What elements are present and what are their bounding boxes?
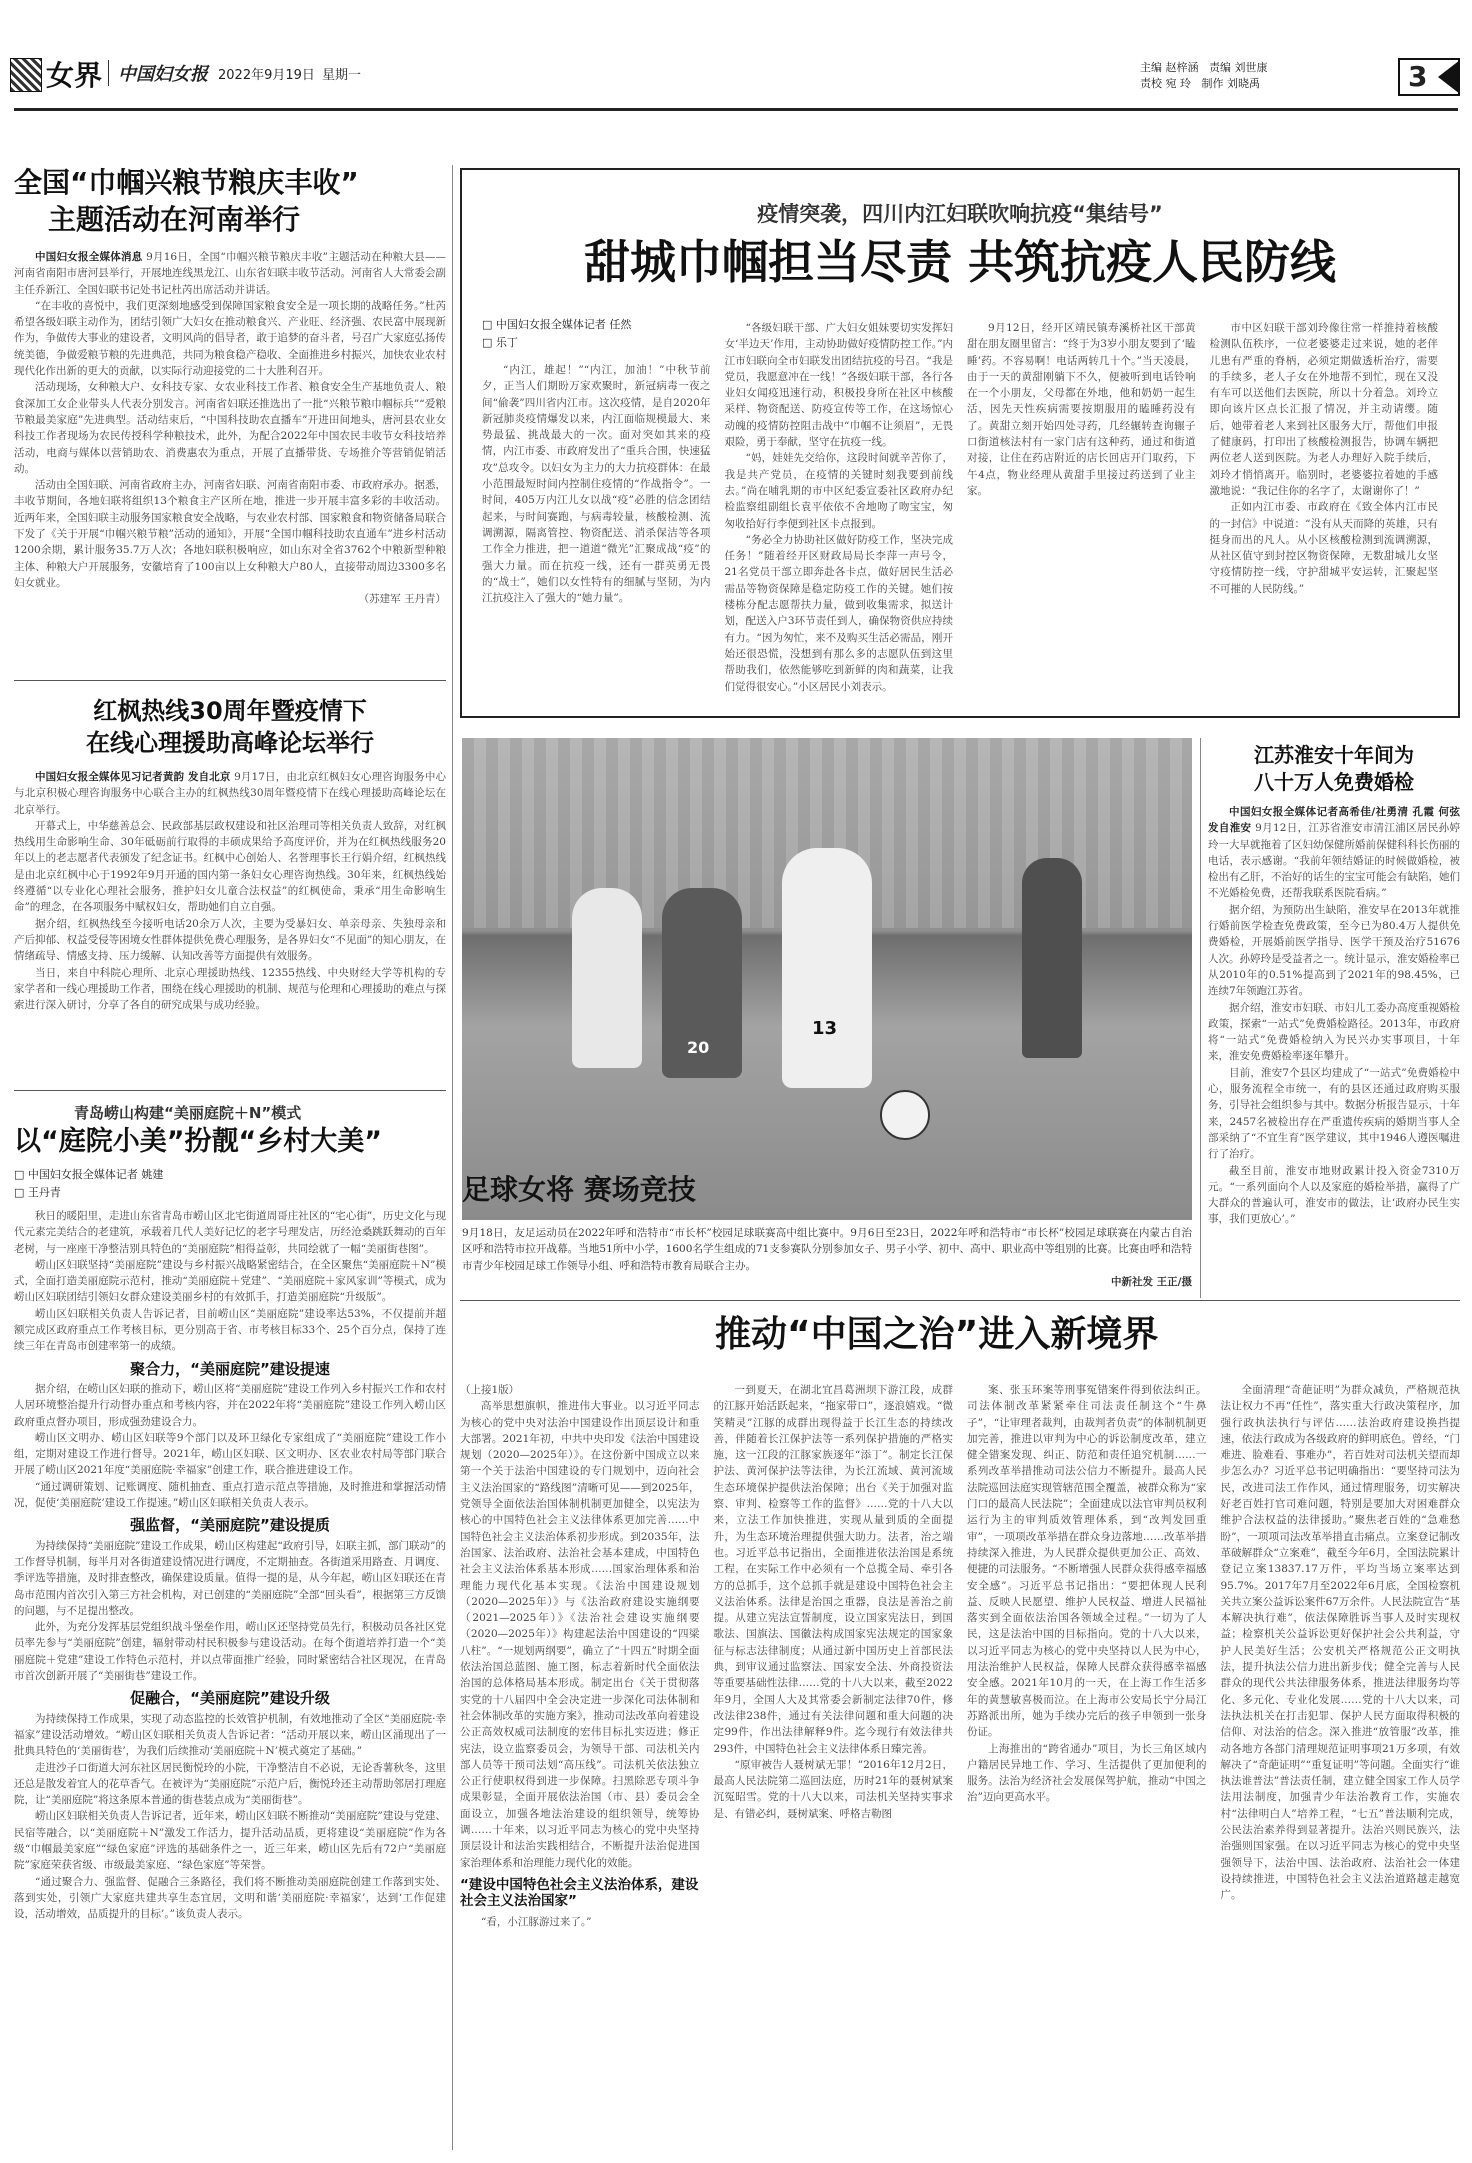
paper-name: 中国妇女报 <box>118 64 208 85</box>
article-dateline: 中国妇女报全媒体见习记者黄韵 发自北京 <box>35 771 231 783</box>
article-title-line2: 在线心理援助高峰论坛举行 <box>86 729 374 757</box>
article-title: 以“庭院小美”扮靓“乡村大美” <box>14 1126 382 1157</box>
continued-from: （上接1版） <box>460 1384 520 1396</box>
column-divider <box>1200 738 1201 1298</box>
issue-date: 2022年9月19日 <box>218 68 315 83</box>
article-title: 江苏淮安十年间为 <box>1254 743 1414 767</box>
feature-byline: □ 中国妇女报全媒体记者 任然 □ 乐丁 <box>482 318 632 349</box>
article-body: （上接1版） 高举思想旗帜，推进伟大事业。以习近平同志为核心的党中央对法治中国建设作出顶层设计和重大部署。2021年初，中共中央印发《法治中国建设规划（2020—2025年）》。在这份新中国成立以来第一个关于法治中国建设的专门规划中，迈向社会主义法治国家的“路线图”清晰可见——到2025年，党领导全面依法治国体制机制更加健全，以宪法为核心的中国特色社会主义法律体系更加完善……中国特色社会主义法治体系初步形成。到2035年，法治国家、法治政府、法治社会基本建成，中国特色社会主义法治体系基本形成……国家治理体系和治理能力现代化基本实现。《法治中国建设规划（2020—2025年）》与《法治政府建设实施纲要（2021—2025年）》《法治社会建设实施纲要（2020—2025年）》构建起法治中国建设的“四梁八柱”。“一规划两纲要”，确立了“十四五”时期全面依法治国总蓝图、施工图，标志着新时代全面依法治国的总体格局基本形成。制定出台《关于贯彻落实党的十八届四中全会决定进一步深化司法体制和社会体制改革的实施方案》，推动司法改革向着建设公正高效权威司法制度的宏伟目标扎实迈进；修正宪法，设立监察委员会，为领导干部、司法机关内部人员等干预司法划“高压线”。司法机关依法独立公正行使职权得到进一步保障。扫黑除恶专项斗争成果彰显，全面开展依法治国（市、县）委员会全面设立，加强各地法治建设的组织领导，统筹协调……十年来，以习近平同志为核心的党中央坚持顶层设计和法治实践相结合，不断提升法治促进国家治理体系和治理能力现代化的效能。 “建设中国特色社会主义法治体系，建设社会主义法治国家” “看，小江豚游过来了。” 一到夏天，在湖北宜昌葛洲坝下游江段，成群的江豚开始活跃起来，“拖家带口”，逐浪嬉戏。“微笑精灵”江豚的成群出现得益于长江生态的持续改善，伴随着长江保护法等一系列保护措施的严格实施，这一江段的江豚家族逐年“添丁”。制定长江保护法、黄河保护法等法律，为长江流域、黄河流域生态环境保护提供法治保障；出台《关于加强对监察、审判、检察等工作的监督》……党的十八大以来，立法工作加快推进，实现从量到质的全面提升，为生态环境治理提供强大助力。法者，治之端也。习近平总书记指出，全面推进依法治国是系统工程，在实际工作中必须有一个总揽全局、牵引各方的总抓手，这个总抓手就是建设中国特色社会主义法治体系。法律是治国之重器，良法是善治之前提。从建立宪法宣誓制度，设立国家宪法日，到国歌法、国旗法、国徽法构成国家宪法规定的国家象征与标志法律制度；从通过新中国历史上首部民法典，到审议通过监察法、国家安全法、外商投资法等重要基础性法律……党的十八大以来，截至2022年9月，全国人大及其常委会新制定法律70件，修改法律238件，通过有关法律问题和重大问题的决定99件，作出法律解释9件。迄今现行有效法律共293件，中国特色社会主义法律体系日臻完善。 “原审被告人聂树斌无罪！”2016年12月2日，最高人民法院第二巡回法庭，历时21年的聂树斌案沉冤昭雪。党的十八大以来，司法机关坚持实事求是、有错必纠，聂树斌案、呼格吉勒图 案、张玉环案等刑事冤错案件得到依法纠正。司法体制改革紧紧牵住司法责任制这个“牛鼻子”，“让审理者裁判，由裁判者负责”的体制机制更加完善，推进以审判为中心的诉讼制度改革，建立健全错案发现、纠正、防范和责任追究机制……一系列改革举措推动司法公信力不断提升。最高人民法院巡回法庭实现管辖范围全覆盖，被群众称为“家门口的最高人民法院”；全面建成以法官审判员权利运行为主的审判质效管理体系，到“改判发回重审”，一项项改革举措在群众身边落地……改革举措持续深入推进，为人民群众提供更加公正、高效、便捷的司法服务。“不断增强人民群众获得感幸福感安全感”。习近平总书记指出：“要把体现人民利益、反映人民愿望、维护人民权益、增进人民福祉落实到全面依法治国各领域全过程。”一切为了人民，这是法治中国的目标指向。党的十八大以来，以习近平同志为核心的党中央坚持以人民为中心，用法治维护人民权益，保障人民群众获得感幸福感安全感。2021年10月的一天，在上海工作生活多年的黄慧敏喜极而泣。在上海市公安局长宁分局江苏路派出所，她为手续办完后的孩子申领到一张身份证。 上海推出的“跨省通办”项目，为长三角区域内户籍居民异地工作、学习、生活提供了更加便利的服务。法治为经济社会发展保驾护航，推动“中国之治”迈向更高水平。 全面清理“奇葩证明”为群众减负，严格规范执法让权力不再“任性”，落实重大行政决策程序，加强行政执法执行与评估……法治政府建设换挡提速，依法行政成为各级政府的鲜明底色。曾经，“门难进、脸难看、事难办”，若百姓对司法机关望而却步怎么办？习近平总书记明确指出：“要坚持司法为民，改进司法工作作风，通过情理服务，切实解决好老百姓打官司难问题，特别是要加大对困难群众维护合法权益的法律援助。”聚焦老百姓的“急难愁盼”，一项项司法改革举措直击痛点。立案登记制改革破解群众“立案难”，截至今年6月，全国法院累计登记立案13837.17万件，平均当场立案率达到95.7%。2017年7月至2022年6月底，全国检察机关共立案公益诉讼案件67万余件。人民法院宣告“基本解决执行难”，依法保障胜诉当事人及时实现权益；检察机关公益诉讼更好保护社会公共利益，守护人民美好生活；公安机关严格规范公正文明执法，提升执法公信力进出新步伐；健全完善与人民群众的现代公共法律服务体系，推进法律服务均等化、多元化、专业化发展……党的十八大以来，司法执法机关在打击犯罪、保护人民方面取得积极的信仰、对法治的信念。深入推进“放管服”改革，推动各地方各部门清理规范证明事项21万多项，有效解决了“奇葩证明”“重复证明”等问题。全面实行“谁执法谁普法”普法责任制，建立健全国家工作人员学法用法制度，加强青少年法治教育工作，实施农村“法律明白人”培养工程，“七五”普法顺利完成，公民法治素养得到显著提升。法治兴则民族兴，法治强则国家强。在以习近平同志为核心的党中央坚强领导下，法治中国、法治政府、法治社会一体建设持续推进，中国特色社会主义法治道路越走越宽广。 <box>460 1384 1460 1928</box>
article-body: 中国妇女报全媒体记者高希佳/社勇清 孔霞 何弦 发自淮安 9月12日，江苏省淮安市清江浦区居民孙婷玲一大早就拖着了区妇幼保健所婚前保健科科长伤丽的电话，表示感谢。“我前年领结婚证的时候做婚检，被检出有乙肝，不治好的话生的宝宝可能会有缺陷，她们不光婚检免费，还帮我联系医院看病。” 据介绍，为预防出生缺陷，淮安早在2013年就推行婚前医学检查免费政策，至今已为80.4万人提供免费婚检，开展婚前医学指导、医学干预及治疗51676人次。孙婷玲是受益者之一。统计显示，淮安婚检率已从2010年的0.51%提高到了2021年的98.45%，已连续7年领跑江苏省。 据介绍，淮安市妇联、市妇儿工委办高度重视婚检政策，探索“一站式”免费婚检路径。2013年，市政府将“一站式”免费婚检纳入为民兴办实事项目，十年来，淮安免费婚检率逐年攀升。 目前，淮安7个县区均建成了“一站式”免费婚检中心，服务流程全市统一，有的县区还通过政府购买服务，引导社会组织参与其中。数据分析报告显示，十年来，2457名被检出存在严重遗传疾病的婚期当事人全部采纳了“不宜生育”医学建议，其中1946人遵医嘱进行了治疗。 截至目前，淮安市地财政累计投入资金7310万元。“一系列面向个人以及家庭的婚检举措，赢得了广大群众的普遍认可，淮安市的做法，让‘政府办民生实事，我们更放心’。” <box>1208 806 1460 1226</box>
column-divider <box>452 165 453 2150</box>
article-dateline: 中国妇女报全媒体消息 <box>35 251 143 263</box>
player-figure <box>1022 858 1082 1058</box>
photo-caption-title: 足球女将 赛场竞技 <box>462 1173 696 1206</box>
article-huaian-checkup <box>1208 742 1460 1292</box>
header-rule <box>14 108 1458 111</box>
article-authors: （苏建军 王丹青） <box>358 593 446 606</box>
newspaper-logo-icon <box>10 58 42 92</box>
divider <box>14 680 446 681</box>
vertical-divider <box>108 60 109 86</box>
section-name: 女界 <box>46 59 103 92</box>
article-rule-of-law <box>460 1312 1460 2152</box>
issue-weekday: 星期一 <box>322 68 362 83</box>
page-arrow-icon <box>1438 60 1460 94</box>
staff-editor: 主编 赵梓涵 <box>1140 61 1199 74</box>
section-heading: 促融合，“美丽庭院”建设升级 <box>130 1689 330 1708</box>
masthead <box>0 0 1472 108</box>
football <box>880 1090 930 1140</box>
divider <box>14 1090 446 1091</box>
article-title-line2: 主题活动在河南举行 <box>48 203 301 236</box>
article-title: 推动“中国之治”进入新境界 <box>715 1314 1159 1355</box>
staff-producer: 制作 刘晓禹 <box>1201 77 1260 90</box>
byline-marker-icon: □ <box>14 1186 28 1199</box>
article-body: 中国妇女报全媒体消息 9月16日，全国“巾帼兴粮节粮庆丰收”主题活动在种粮大县——河南省南阳市唐河县举行，开展地连线黑龙江、山东省妇联丰收节活动。河南省人大常委会副主任乔新江、全国妇联书记处书记杜芮出席活动并讲话。 “在丰收的喜悦中，我们更深刻地感受到保障国家粮食安全是一项长期的战略任务。”杜芮希望各级妇联主动作为，团结引领广大妇女在推动粮食兴、产业旺、经济强、农民富中展现新作为，争做传大事业的建设者，文明风尚的倡导者，敢于追梦的奋斗者，号召广大家庭弘扬传统美德，争做爱粮节粮的先进典范，共同为粮食稳产稳收、全面推进乡村振兴，加快农业农村现代化作出新的更大的贡献，以实际行动迎接党的二十大胜利召开。 活动现场，女种粮大户、女科技专家、女农业科技工作者、粮食安全生产基地负责人、粮食深加工女企业带头人代表分别发言。河南省妇联还推选出了一批“兴粮节粮巾帼标兵”“爱粮节粮最美家庭”先进典型。活动结束后，“中国科技助农直播车”开进田间地头，唐河县农业女科技工作者现场为农民传授科学种粮技术，此外，为配合2022年中国农民丰收节女科技培养活动，电商与媒体以营销助农、消费惠农为重点，开展了直播带货、专场推介等营销促销活动。 活动由全国妇联、河南省政府主办，河南省妇联、河南省南阳市委、市政府承办。据悉，丰收节期间，各地妇联将组织13个粮食主产区所在地，推进一步开展丰富多彩的丰收活动。近两年来，全国妇联主动服务国家粮食安全战略，与农业农村部、国家粮食和物资储备局联合下发了《关于开展“巾帼兴粮节粮”活动的通知》，开展“全国巾帼科技助农直通车”进乡村活动1200余期，累计服务35.7万人次；各地妇联积极响应，如山东对全省3762个中粮新型种粮主体、种粮大户开展服务，安徽培育了100亩以上女种粮大户80人，直接带动周边3300多名妇女就业。 （苏建军 王丹青） <box>14 249 446 669</box>
article-title: 红枫热线30周年暨疫情下 <box>93 697 367 725</box>
feature-title: 甜城巾帼担当尽责 共筑抗疫人民防线 <box>583 235 1336 289</box>
photo-caption: 9月18日，友足运动员在2022年呼和浩特市“市长杯”校园足球联赛高中组比赛中。9月6日至23日，2022年呼和浩特市“市长杯”校园足球联赛在内蒙古自治区呼和浩特市拉开战幕。当地51所中小学，1600名学生组成的71支参赛队分别参加女子、男子小学、初中、高中、职业高中等组别的比赛。比赛由呼和浩特市青少年校园足球工作领导小组、呼和浩特市教育局联合主办。 中新社发 王正/摄 <box>462 1225 1192 1295</box>
staff-credits <box>1140 60 1380 92</box>
section-heading: 强监督，“美丽庭院”建设提质 <box>130 1516 330 1535</box>
article-hotline-forum <box>14 695 446 1085</box>
feature-body: “内江，雄起！”“内江，加油！”中秋节前夕，正当人们期盼万家欢聚时，新冠病毒一夜之间“偷袭”四川省内江市。这次疫情，是自2020年新冠肺炎疫情爆发以来，内江面临规模最大、来势最猛、挑战最大的一次。面对突如其来的疫情，内江市委、市政府发出了“重兵合围，快速猛攻”总攻令。以妇女为主力的大力抗疫群体：在最小范围最短时间内控制住疫情的“作战指令”。一时间，405万内江儿女以战“疫”必胜的信念团结起来，与时间赛跑，与病毒较量，核酸检测、流调溯源，隔离管控、物资配送、消杀保洁等各项工作全力推进，把一道道“微光”汇聚成战“疫”的强大力量。而在抗疫一线，还有一群英勇无畏的“战士”，她们以女性特有的细腻与坚韧，为内江抗疫注入了强大的“她力量”。 “各级妇联干部、广大妇女姐妹要切实发挥妇女‘半边天’作用，主动协助做好疫情防控工作。”内江市妇联向全市妇联发出团结抗疫的号召。“我是党员，我愿意冲在一线！”各级妇联干部，各行各业妇女闻疫迅速行动，积极投身所在社区中核酸采样、物资配送、防疫宣传等工作，在这场惊心动魄的疫情防控阻击战中“巾帼不让须眉”，无畏艰险，勇于奉献，坚守在抗疫一线。 “妈，娃娃先交给你，这段时间就辛苦你了，我是共产党员，在疫情的关键时刻我要到前线去。”尚在哺乳期的市中区纪委宣委社区政府办纪检监察组副组长袁平依依不舍地吻了吻宝宝，匆匆收拾好行李便到社区卡点报到。 “务必全力协助社区做好防疫工作，坚决完成任务！”随着经开区财政局局长李萍一声号令，21名党员干部立即奔赴各卡点，做好居民生活必需品等物资保障是稳定防疫工作的关键。她们按楼栋分配志愿帮扶力量，做到收集需求，拟送计划，配送入户3环节责任到人，确保物资供应持续有力。“因为匆忙，来不及购买生活必需品，刚开始还很恐慌，没想到有那么多的志愿队伍到这里帮助我们，依然能够吃到新鲜的肉和蔬菜，让我们觉得很安心。”小区居民小刘表示。 9月12日，经开区靖民镇寿溪桥社区干部黄甜在朋友圈里留言：“终于为3岁小朋友要到了‘瞌睡’药。不容易啊！电话两转几十个。”当天凌晨，由于一天的黄甜刚躺下不久，便被听到电话铃响在一个小朋友，父母都在外地，他和奶奶一起生活，因先天性疾病需要按期服用的瞌睡药没有了。黄甜立刻开始四处寻药，几经辗转查询辗子口街道核法村有一家门店有这种药，通过和街道对接，让住在药店附近的店长回店开门取药，下午4点，物业经理从黄甜手里接过药送到了业主家。 市中区妇联干部刘玲像往常一样推持着核酸检测队伍秩序，一位老婆婆走过来说，她的老伴儿患有严重的脊柄，必须定期做透析治疗，需要的手续多，老人子女在外地帮不到忙，现在又没有车可以送他们去医院，所以十分着急。刘玲立即向该片区点长汇报了情况，并主动请缨。随后，她带着老人来到社区服务大厅，帮他们申报了健康码，打印出了核酸检测报告，协调车辆把两位老人送到医院。为老人办理好入院手续后，刘玲才悄悄离开。临别时，老婆婆拉着她的手感激地说：“我记住你的名字了，太谢谢你了！” 正如内江市委、市政府在《致全体内江市民的一封信》中说道：“没有从天而降的英雄，只有挺身而出的凡人。从小区核酸检测到流调溯源，从社区值守到封控区物资保障，无数甜城儿女坚守疫情防控一线，守护甜城平安运转，汇聚起坚不可摧的人民防线。” <box>482 322 1438 693</box>
photo-credit: 中新社发 王正/摄 <box>1111 1275 1192 1288</box>
article-dateline: 中国妇女报全媒体记者高希佳/社勇清 孔霞 何弦 发自淮安 <box>1208 806 1460 835</box>
staff-proofreader: 责校 宛 玲 <box>1140 77 1191 90</box>
page-number: 3 <box>1398 58 1460 96</box>
article-title-line2: 八十万人免费婚检 <box>1254 770 1414 794</box>
staff-duty-editor: 责编 刘世康 <box>1209 61 1268 74</box>
divider <box>460 1300 1460 1301</box>
article-body: 秋日的暖阳里，走进山东省青岛市崂山区北宅街道周哥庄社区的“宅心街”，历史文化与现代元素完美结合的老建筑，承载着几代人美好记忆的老字号理发店，历经沧桑跳跃舞动的百年老树，与一座座干净整洁别具特色的“美丽庭院”相得益彰，共同绘就了一幅“美丽街巷图”。 崂山区妇联坚持“美丽庭院”建设与乡村振兴战略紧密结合，在全区聚焦“美丽庭院＋N”模式，全面打造美丽庭院示范村，推动“美丽庭院＋党建”、“美丽庭院＋家风家训”等模式，成为崂山区妇联团结引领妇女群众建设美丽乡村的有效抓手，打造美丽庭院“升级版”。 崂山区妇联相关负责人告诉记者，目前崂山区“美丽庭院”建设率达53%，不仅提前并超额完成区政府重点工作考核目标，更分别高于省、市考核目标33个、25个百分点，保持了连续三年在青岛市创建率第一的成绩。 聚合力，“美丽庭院”建设提速 据介绍，在崂山区妇联的推动下，崂山区将“美丽庭院”建设工作列入乡村振兴工作和农村人居环境整治提升行动督办重点和考核内容，并在2022年将“美丽庭院”建设工作列入崂山区政府重点督办项目，形成强劲建设合力。 崂山区文明办、崂山区妇联等9个部门以及环卫绿化专家组成了“美丽庭院”建设工作小组，定期对建设工作进行督导。2021年，崂山区妇联、区文明办、区农业农村局等部门联合开展了崂山区2021年度“美丽庭院·幸福家”创建工作，联合推进建设工作。 “通过调研策划、记账调度、随机抽查、重点打造示范点等措施，及时推进和掌握活动情况，促使‘美丽庭院’建设工作提速。”崂山区妇联相关负责人表示。 强监督，“美丽庭院”建设提质 为持续保持“美丽庭院”建设工作成果，崂山区构建起“政府引导，妇联主抓，部门联动”的工作督导机制，每半月对各街道建设情况进行调度，不定期抽查。各街道采用路查、月调度、季评选等措施，及时排查整改，确保建设质量。值得一提的是，从今年起，崂山区妇联还在青岛市范围内首次引入第三方社会机构，对已创建的“美丽庭院”全部“回头看”，根据第三方反馈的问题，与不足提出整改。 此外，为充分发挥基层党组织战斗堡垒作用，崂山区还坚持党员先行，积极动员各社区党员率先参与“美丽庭院”创建，辐射带动村民积极参与建设活动。在每个街道培养打造一个“美丽庭院＋党建”建设工作特色示范村，并以点带面推广经验，同时紧密结合社区现况，在青岛市首次创新开展了“美丽街巷”建设工作。 促融合，“美丽庭院”建设升级 为持续保持工作成果，实现了动态监控的长效管护机制，有效地推动了全区“美丽庭院·幸福家”建设活动增效。“崂山区妇联相关负责人告诉记者：“活动开展以来，崂山区涌现出了一批典具特色的‘美丽街巷’，为我们后续推动‘美丽庭院＋N’模式奠定了基础。” 走进沙子口街道大河东社区居民衡悦玲的小院，干净整洁自不必说，无论香薯秋冬，这里还总是散发着宜人的花草香气。在被评为“美丽庭院”示范户后，衡悦玲还主动帮助邻居打理庭院，让“美丽庭院”将这条原本普通的街巷装点成为“美丽街巷”。 崂山区妇联相关负责人告诉记者，近年来，崂山区妇联不断推动“美丽庭院”建设与党建、民宿等融合，以“美丽庭院＋N”激发工作活力，提升活动品质，更将建设“美丽庭院”作为各级“巾帼最美家庭”“绿色家庭”评选的基础条件之一，近三年来，崂山区先后有72户“美丽庭院”家庭荣获省级、市级最美家庭、“绿色家庭”等荣誉。 “通过聚合力、强监督、促融合三条路径，我们将不断推动美丽庭院创建工作落到实处、落到实处，引领广大家庭共建共享生态宜居，文明和谐‘美丽庭院·幸福家’，达到‘工作促建设，活动增效，品质提升的目标’。”该负责人表示。 <box>14 1210 446 1921</box>
article-title: 全国“巾帼兴粮节粮庆丰收” <box>14 166 359 199</box>
article-body: 中国妇女报全媒体见习记者黄韵 发自北京 9月17日，由北京红枫妇女心理咨询服务中心与北京积极心理咨询服务中心联合主办的红枫热线30周年暨疫情下在线心理援助高峰论坛在北京举行。 开幕式上，中华慈善总会、民政部基层政权建设和社区治理司等相关负责人致辞，对红枫热线用生命影响生命、30年砥砺前行取得的丰硕成果给予高度评价，并为在红枫热线服务20年以上的老志愿者代表颁发了纪念证书。红枫中心创始人、名誉理事长王行娟介绍，红枫热线是由北京红枫中心于1992年9月开通的国内第一条妇女心理咨询热线。30年来，红枫热线始终遵循“以专业化心理社会服务，推护妇女儿童合法权益”的红枫使命，秉承“用生命影响生命”的理念，在各项服务中赋权妇女，帮助她们自立自强。 据介绍，红枫热线至今接听电话20余万人次，主要为受暴妇女、单亲母亲、失独母亲和产后抑郁、权益受侵等困境女性群体提供免费心理服务，是各界妇女“不见面”的知心朋友，在情绪疏导、情感支持、压力缓解、认知改善等方面提供有效服务。 当日，来自中科院心理所、北京心理援助热线、12355热线、中央财经大学等机构的专家学者和一线心理援助工作者，围绕在线心理援助的机制、规范与伦理和心理援助的难点与探索进行深入研讨，分享了各自的研究成果与成功经验。 <box>14 771 446 1012</box>
byline-marker-icon: □ <box>14 1168 28 1181</box>
byline-marker-icon: □ <box>482 318 496 331</box>
jersey-number: 20 <box>687 1038 710 1057</box>
jersey-number: 13 <box>812 1018 838 1039</box>
section-heading: 聚合力，“美丽庭院”建设提速 <box>130 1359 330 1378</box>
article-beautiful-courtyard <box>14 1102 446 2152</box>
football-photo <box>462 738 1192 1220</box>
player-figure <box>782 848 872 1088</box>
player-figure <box>572 888 642 1068</box>
feature-epidemic-box <box>460 168 1460 718</box>
feature-kicker: 疫情突袭，四川内江妇联吹响抗疫“集结号” <box>757 202 1163 226</box>
byline-marker-icon: □ <box>482 336 496 349</box>
section-heading: “建设中国特色社会主义法治体系，建设社会主义法治国家” <box>460 1876 699 1910</box>
article-byline: □ 中国妇女报全媒体记者 姚建 □ 王丹青 <box>14 1168 164 1199</box>
article-kicker: 青岛崂山构建“美丽庭院＋N”模式 <box>74 1104 302 1122</box>
article-grain-festival <box>14 165 446 675</box>
